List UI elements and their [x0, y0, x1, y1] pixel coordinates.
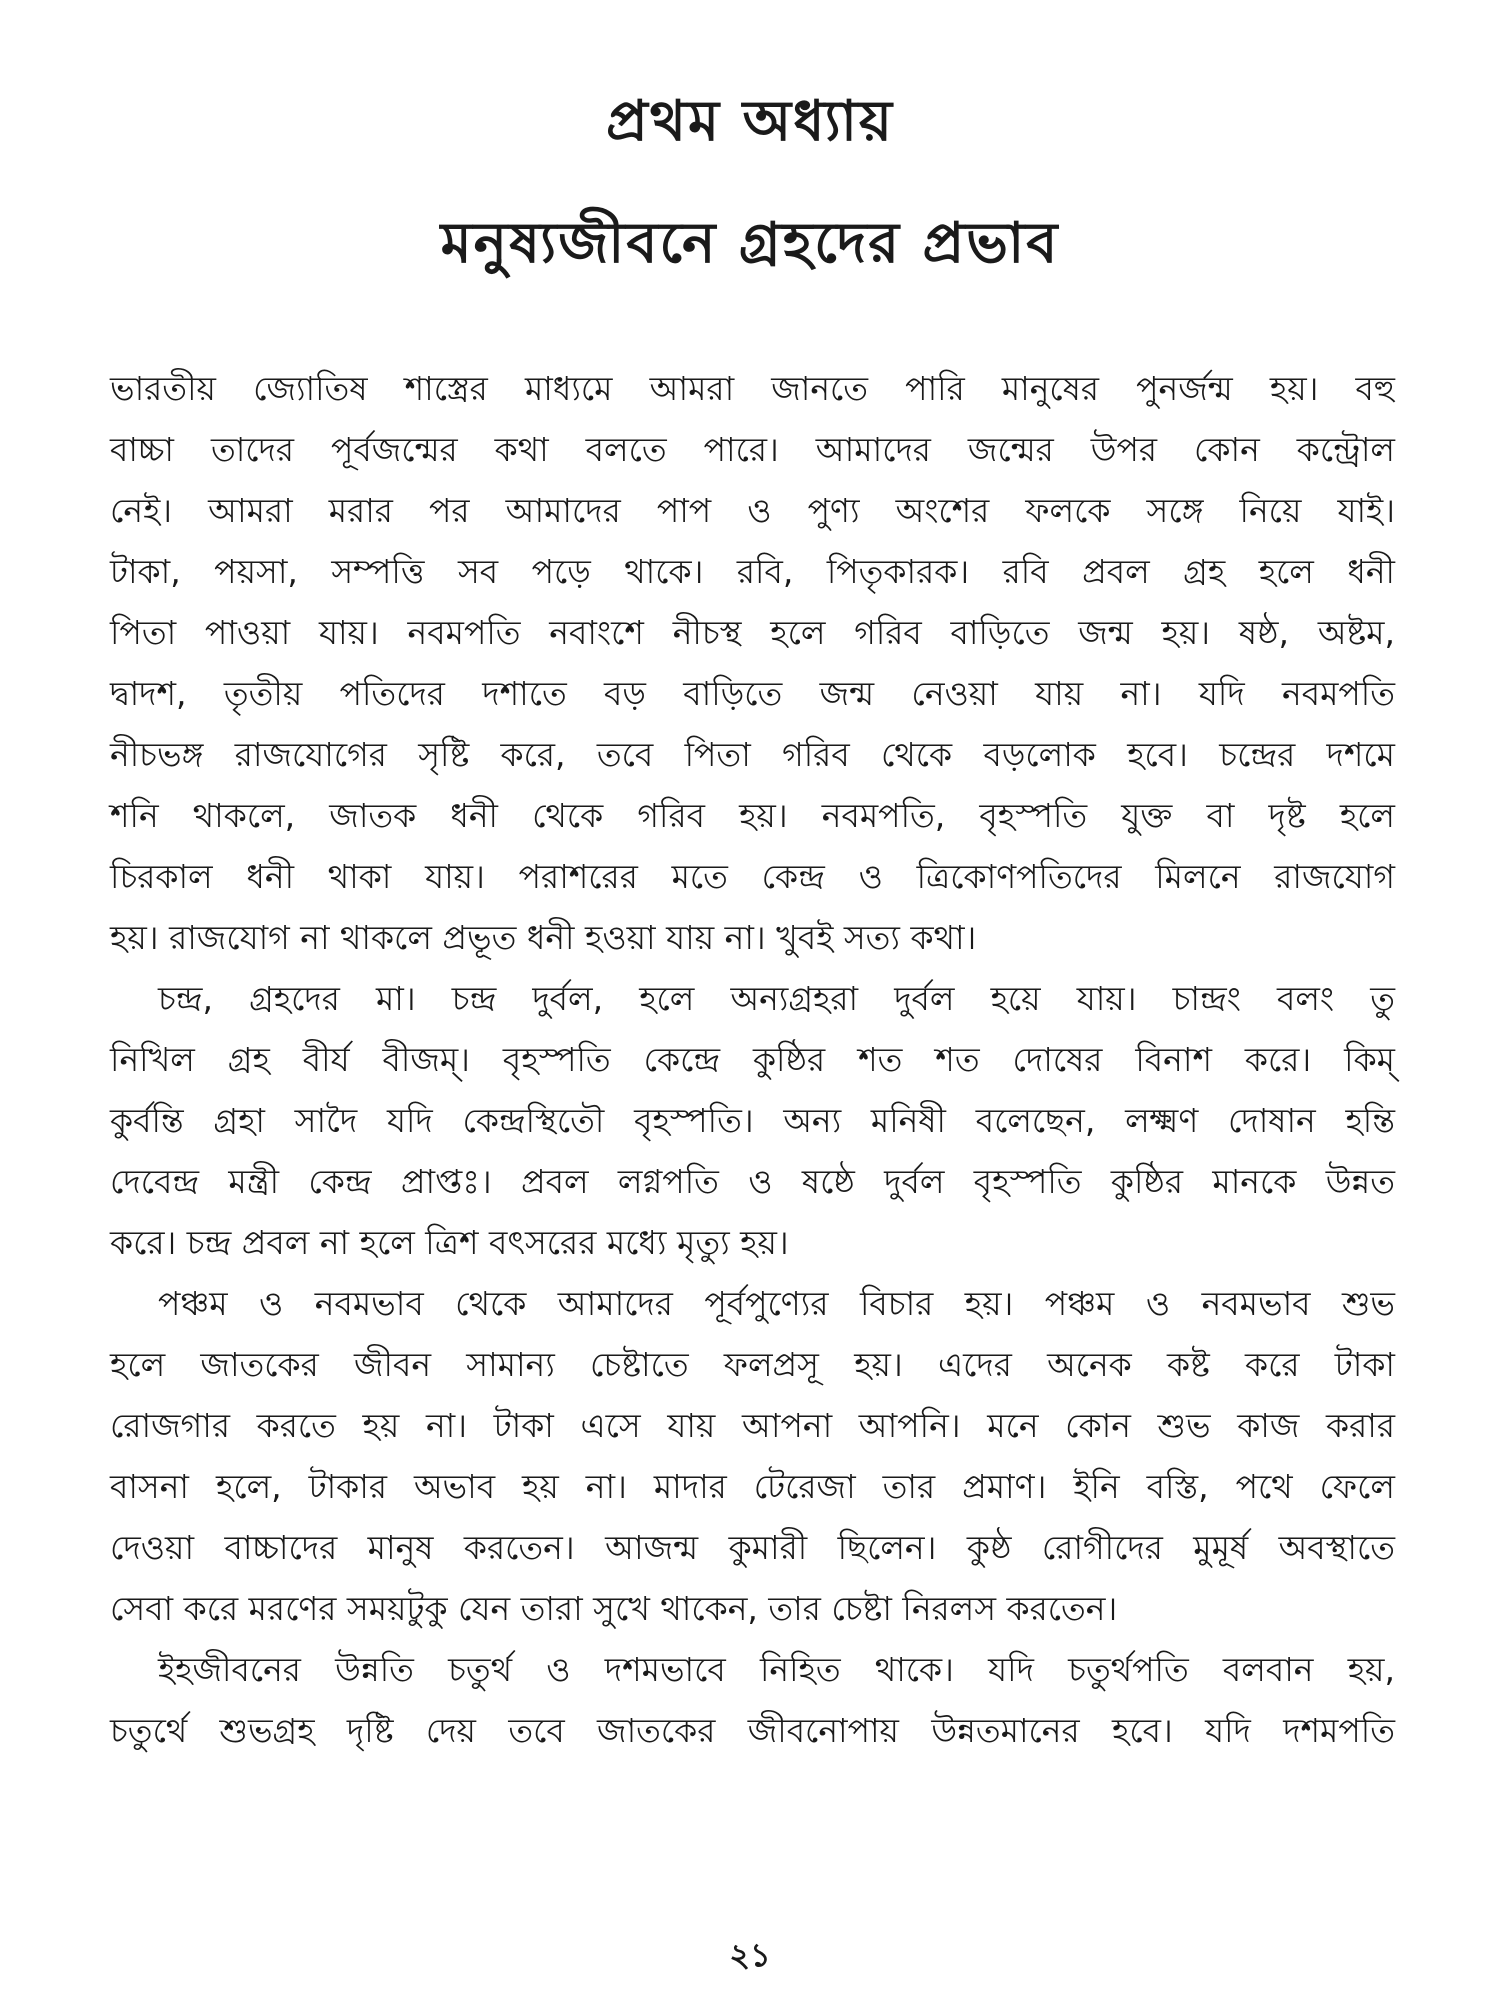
text-line: বাসনা হলে, টাকার অভাব হয় না। মাদার টেরেজা তার প্রমাণ। ইনি বস্তি, পথে ফেলে — [110, 1467, 1395, 1506]
paragraph-3 — [110, 1273, 1395, 1639]
text-line: ভারতীয় জ্যোতিষ শাস্ত্রের মাধ্যমে আমরা জানতে পারি মানুষের পুনর্জন্ম হয়। বহু — [110, 369, 1395, 408]
text-line: চিরকাল ধনী থাকা যায়। পরাশরের মতে কেন্দ্র ও ত্রিকোণপতিদের মিলনে রাজযোগ — [110, 857, 1395, 896]
text-line: নিখিল গ্রহ বীর্য বীজম্। বৃহস্পতি কেন্দ্রে কুষ্ঠির শত শত দোষের বিনাশ করে। কিম্ — [110, 1040, 1395, 1079]
text-line: পঞ্চম ও নবমভাব থেকে আমাদের পূর্বপুণ্যের বিচার হয়। পঞ্চম ও নবমভাব শুভ — [158, 1284, 1395, 1323]
text-line: চন্দ্র, গ্রহদের মা। চন্দ্র দুর্বল, হলে অন্যগ্রহরা দুর্বল হয়ে যায়। চান্দ্রং বলং তু — [158, 979, 1395, 1018]
paragraph-1 — [110, 358, 1395, 968]
text-line: কুর্বন্তি গ্রহা সাদৈ যদি কেন্দ্রস্থিতৌ বৃহস্পতি। অন্য মনিষী বলেছেন, লক্ষ্মণ দোষান হন্তি — [110, 1101, 1395, 1140]
paragraph-4 — [110, 1639, 1395, 1761]
text-line: রোজগার করতে হয় না। টাকা এসে যায় আপনা আপনি। মনে কোন শুভ কাজ করার — [110, 1406, 1395, 1445]
text-line: টাকা, পয়সা, সম্পত্তি সব পড়ে থাকে। রবি, পিতৃকারক। রবি প্রবল গ্রহ হলে ধনী — [110, 552, 1395, 591]
paragraph-2 — [110, 968, 1395, 1273]
text-line: করে। চন্দ্র প্রবল না হলে ত্রিশ বৎসরের মধ্যে মৃত্যু হয়। — [110, 1223, 789, 1262]
text-line: দেওয়া বাচ্চাদের মানুষ করতেন। আজন্ম কুমারী ছিলেন। কুষ্ঠ রোগীদের মুমূর্ষ অবস্থাতে — [110, 1528, 1395, 1567]
page-number: ২১ — [729, 1936, 771, 1974]
text-line: দেবেন্দ্র মন্ত্রী কেন্দ্র প্রাপ্তঃ। প্রবল লগ্নপতি ও ষষ্ঠে দুর্বল বৃহস্পতি কুষ্ঠির মানকে উন্নত — [110, 1162, 1395, 1201]
text-line: হয়। রাজযোগ না থাকলে প্রভূত ধনী হওয়া যায় না। খুবই সত্য কথা। — [110, 918, 977, 957]
text-line: হলে জাতকের জীবন সামান্য চেষ্টাতে ফলপ্রসূ হয়। এদের অনেক কষ্ট করে টাকা — [110, 1345, 1395, 1384]
body-text — [110, 358, 1395, 1761]
chapter-title: প্রথম অধ্যায় — [605, 89, 894, 154]
text-line: বাচ্চা তাদের পূর্বজন্মের কথা বলতে পারে। আমাদের জন্মের উপর কোন কন্ট্রোল — [110, 430, 1395, 469]
text-line: ইহজীবনের উন্নতি চতুর্থ ও দশমভাবে নিহিত থাকে। যদি চতুর্থপতি বলবান হয়, — [158, 1650, 1395, 1689]
text-line: দ্বাদশ, তৃতীয় পতিদের দশাতে বড় বাড়িতে জন্ম নেওয়া যায় না। যদি নবমপতি — [110, 674, 1395, 713]
text-line: পিতা পাওয়া যায়। নবমপতি নবাংশে নীচস্থ হলে গরিব বাড়িতে জন্ম হয়। ষষ্ঠ, অষ্টম, — [110, 613, 1395, 652]
text-line: নেই। আমরা মরার পর আমাদের পাপ ও পুণ্য অংশের ফলকে সঙ্গে নিয়ে যাই। — [110, 491, 1395, 530]
text-line: নীচভঙ্গ রাজযোগের সৃষ্টি করে, তবে পিতা গরিব থেকে বড়লোক হবে। চন্দ্রের দশমে — [110, 735, 1395, 774]
text-line: শনি থাকলে, জাতক ধনী থেকে গরিব হয়। নবমপতি, বৃহস্পতি যুক্ত বা দৃষ্ট হলে — [110, 796, 1395, 835]
text-line: সেবা করে মরণের সময়টুকু যেন তারা সুখে থাকেন, তার চেষ্টা নিরলস করতেন। — [110, 1589, 1118, 1628]
chapter-subtitle: মনুষ্যজীবনে গ্রহদের প্রভাব — [440, 211, 1060, 276]
text-line: চতুর্থে শুভগ্রহ দৃষ্টি দেয় তবে জাতকের জীবনোপায় উন্নতমানের হবে। যদি দশমপতি — [110, 1711, 1395, 1750]
